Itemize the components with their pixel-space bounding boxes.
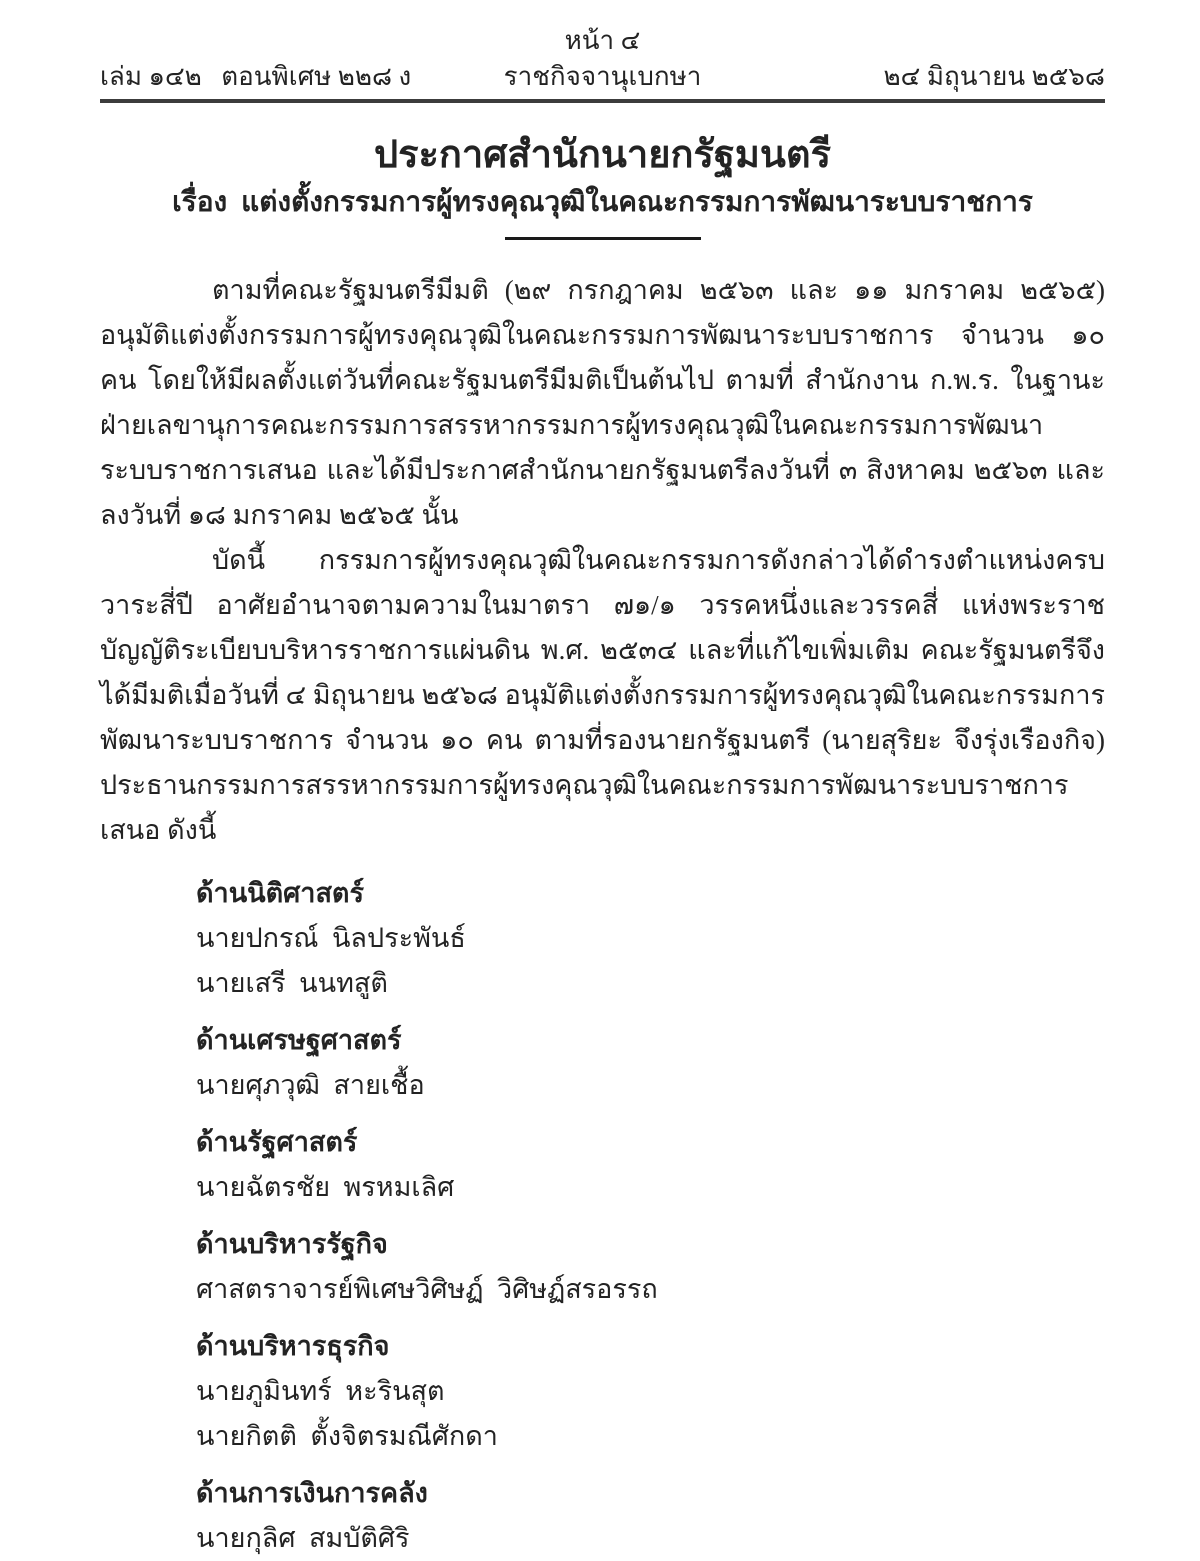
body-paragraph-2: บัดนี้ กรรมการผู้ทรงคุณวุฒิในคณะกรรมการดังกล่าวได้ดำรงตำแหน่งครบวาระสี่ปี อาศัยอำนาจ​ตามความในมาตรา ๗๑/๑ วรรคหนึ่งและวรรคสี่ แห่งพระราชบัญญัติระเบียบบริหารราชการแผ่นดิน พ.ศ. ๒๕๓๔ และที่แก้ไขเพิ่มเติม คณะรัฐมนตรีจึงได้มีมติเมื่อวันที่ ๔ มิถุนายน ๒๕๖๘ อนุมัติแต่งตั้ง​กรรมการผู้ทรงคุณวุฒิในคณะกรรมการพัฒนาระบบราชการ จำนวน ๑๐ คน ตามที่รองนายกรัฐมนตรี (นายสุริยะ จึงรุ่งเรืองกิจ) ประธานกรรมการสรรหากรรมการผู้ทรงคุณวุฒิในคณะกรรมการพัฒนา​ระบบราชการเสนอ ดังนี้ <box>100 545 1105 845</box>
appointment-name: นายกุลิศ สมบัติศิริ <box>196 1523 410 1553</box>
title-divider <box>505 237 701 240</box>
announcement-title: ประกาศสำนักนายกรัฐมนตรี <box>373 134 831 176</box>
appointment-field: ด้านบริหารธุรกิจ <box>196 1331 390 1361</box>
appointment-name: นายเสรี นนทสูติ <box>196 968 388 998</box>
appointments-list <box>100 871 1105 1561</box>
appointment-group-business-administration <box>100 1324 1105 1459</box>
appointment-group-political-science <box>100 1120 1105 1210</box>
appointment-name: นายปกรณ์ นิลประพันธ์ <box>196 923 466 953</box>
header-rule <box>100 99 1105 103</box>
appointment-name: นายฉัตรชัย พรหมเลิศ <box>196 1172 455 1202</box>
appointment-name: ศาสตราจารย์พิเศษวิศิษฏ์ วิศิษฏ์สรอรรถ <box>196 1274 658 1304</box>
appointment-field: ด้านนิติศาสตร์ <box>196 878 364 908</box>
appointment-group-public-administration <box>100 1222 1105 1312</box>
appointment-name: นายศุภวุฒิ สายเชื้อ <box>196 1070 425 1100</box>
appointment-field: ด้านรัฐศาสตร์ <box>196 1127 358 1157</box>
appointment-group-law <box>100 871 1105 1006</box>
appointment-field: ด้านบริหารรัฐกิจ <box>196 1229 388 1259</box>
gazette-name: ราชกิจจานุเบกษา <box>503 62 702 91</box>
appointment-field: ด้านเศรษฐศาสตร์ <box>196 1025 402 1055</box>
announcement-subject: เรื่อง แต่งตั้งกรรมการผู้ทรงคุณวุฒิในคณะกรรมการพัฒนาระบบราชการ <box>172 187 1033 218</box>
appointment-group-economics <box>100 1018 1105 1108</box>
page-number: หน้า ๔ <box>564 26 641 55</box>
gazette-header <box>100 58 1105 96</box>
appointment-field: ด้านการเงินการคลัง <box>196 1478 428 1508</box>
edition-label: เล่ม ๑๔๒ ตอนพิเศษ ๒๒๘ ง <box>100 62 412 91</box>
appointment-name: นายภูมินทร์ หะรินสุต <box>196 1376 445 1406</box>
body-paragraph-1: ตามที่คณะรัฐมนตรีมีมติ (๒๙ กรกฎาคม ๒๕๖๓ และ ๑๑ มกราคม ๒๕๖๕) อนุมัติแต่งตั้ง​กรรมการผู้ทรงคุณวุฒิในคณะกรรมการพัฒนาระบบราชการ จำนวน ๑๐ คน โดยให้มีผลตั้งแต่วันที่​คณะรัฐมนตรีมีมติเป็นต้นไป ตามที่ สำนักงาน ก.พ.ร. ในฐานะฝ่ายเลขานุการคณะกรรมการสรรหา​กรรมการผู้ทรงคุณวุฒิในคณะกรรมการพัฒนาระบบราชการเสนอ และได้มีประกาศสำนักนายกรัฐมนตรี​ลงวันที่ ๓ สิงหาคม ๒๕๖๓ และลงวันที่ ๑๘ มกราคม ๒๕๖๕ นั้น <box>100 275 1105 530</box>
gazette-date: ๒๔ มิถุนายน ๒๕๖๘ <box>883 62 1105 91</box>
appointment-name: นายกิตติ ตั้งจิตรมณีศักดา <box>196 1421 498 1451</box>
appointment-group-finance <box>100 1471 1105 1561</box>
